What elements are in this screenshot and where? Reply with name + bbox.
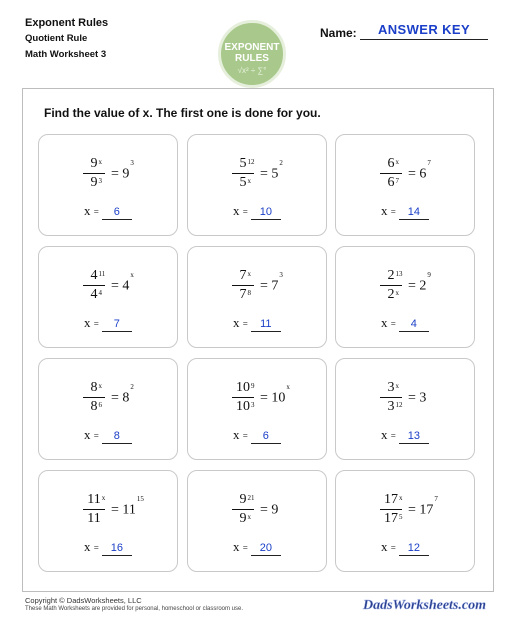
fraction: [83, 155, 105, 192]
answer-equals: =: [390, 319, 396, 329]
rhs-exponent: x: [286, 383, 290, 391]
answer-equals: =: [390, 543, 396, 553]
rhs-base: 4: [122, 278, 130, 294]
problem-card: [187, 358, 327, 460]
problem-card: [335, 470, 475, 572]
answer-value: 6: [102, 206, 132, 220]
answer-row: [233, 203, 281, 220]
denominator-exponent: 8: [247, 289, 251, 297]
answer-variable: x: [84, 427, 91, 442]
fraction: [83, 491, 105, 528]
denominator-base: 3: [387, 399, 395, 414]
numerator-exponent: x: [399, 494, 403, 502]
answer-variable: x: [381, 203, 388, 218]
denominator: [83, 510, 105, 528]
denominator: [232, 174, 254, 192]
numerator-base: 9: [90, 156, 98, 171]
problem-card: [335, 246, 475, 348]
answer-value: 14: [399, 206, 429, 220]
numerator-base: 5: [239, 156, 247, 171]
problem-card: [187, 246, 327, 348]
right-hand-side: = $9^3$: [111, 159, 134, 182]
fraction: [380, 491, 402, 528]
name-label: Name:: [320, 26, 357, 40]
fraction: [232, 267, 254, 304]
numerator-exponent: 13: [395, 270, 403, 278]
answer-key-field: ANSWER KEY: [360, 22, 488, 40]
numerator-base: 11: [87, 492, 101, 507]
answer-row: [381, 539, 429, 556]
answer-equals: =: [242, 543, 248, 553]
fraction: [232, 155, 254, 192]
numerator: [83, 379, 105, 397]
answer-variable: x: [233, 203, 240, 218]
denominator-exponent: 3: [98, 177, 102, 185]
right-hand-side: = $6^7$: [408, 159, 431, 182]
denominator-exponent: x: [247, 513, 251, 521]
logo-line-2: RULES: [235, 53, 269, 64]
denominator: [83, 174, 105, 192]
answer-variable: x: [84, 203, 91, 218]
rhs-exponent: x: [130, 271, 134, 279]
problem-card: [187, 134, 327, 236]
answer-variable: x: [233, 539, 240, 554]
numerator: [232, 379, 254, 397]
answer-equals: =: [242, 207, 248, 217]
denominator-exponent: x: [247, 177, 251, 185]
rhs-exponent: 3: [130, 159, 134, 167]
fraction: [232, 379, 254, 416]
numerator: [380, 491, 402, 509]
answer-equals: =: [242, 431, 248, 441]
numerator-exponent: 11: [98, 270, 106, 278]
rhs-exponent: 2: [279, 159, 283, 167]
answer-value: 13: [399, 430, 429, 444]
rhs-base: 17: [419, 502, 434, 518]
numerator: [83, 491, 105, 509]
answer-variable: x: [381, 539, 388, 554]
rhs-base: 11: [122, 502, 136, 518]
answer-value: 4: [399, 318, 429, 332]
answer-row: [381, 427, 429, 444]
rhs-exponent: 15: [136, 495, 144, 503]
rhs-base: 5: [271, 166, 279, 182]
rhs-exponent: 3: [279, 271, 283, 279]
brand-text: DadsWorksheets.com: [362, 598, 486, 613]
right-hand-side: = 3: [408, 390, 427, 406]
numerator-exponent: x: [395, 382, 399, 390]
denominator: [232, 286, 254, 304]
worksheet-number: Math Worksheet 3: [25, 49, 107, 60]
rhs-exponent: 7: [434, 495, 438, 503]
answer-row: [233, 315, 281, 332]
rhs-base: 8: [122, 390, 130, 406]
numerator-base: 8: [90, 380, 98, 395]
answer-equals: =: [93, 543, 99, 553]
fraction: [83, 267, 105, 304]
right-hand-side: = $17^7$: [408, 495, 438, 518]
right-hand-side: = $8^2$: [111, 383, 134, 406]
rhs-base: 6: [419, 166, 427, 182]
denominator: [380, 286, 402, 304]
denominator: [232, 398, 254, 416]
denominator: [380, 510, 402, 528]
right-hand-side: = $7^3$: [260, 271, 283, 294]
answer-equals: =: [390, 207, 396, 217]
fraction: [380, 379, 402, 416]
usage-note: These Math Worksheets are provided for personal, homeschool or classroom use.: [25, 606, 243, 612]
answer-value: 16: [102, 542, 132, 556]
problem-card: [335, 358, 475, 460]
rhs-base: 7: [271, 278, 279, 294]
problem-card: [38, 358, 178, 460]
numerator: [380, 267, 402, 285]
problem-card: [187, 470, 327, 572]
numerator-exponent: 9: [251, 382, 255, 390]
denominator-exponent: 5: [399, 513, 403, 521]
rhs-base: 10: [271, 390, 286, 406]
denominator: [232, 510, 254, 528]
numerator: [232, 491, 254, 509]
denominator-exponent: 7: [395, 177, 399, 185]
numerator-base: 3: [387, 380, 395, 395]
problem-card: [38, 470, 178, 572]
numerator-base: 4: [90, 268, 98, 283]
answer-value: 11: [251, 318, 281, 332]
answer-row: [84, 315, 132, 332]
answer-variable: x: [84, 315, 91, 330]
answer-value: 7: [102, 318, 132, 332]
rhs-exponent: 7: [427, 159, 431, 167]
rhs-base: 2: [419, 278, 427, 294]
numerator-exponent: x: [395, 158, 399, 166]
answer-row: [381, 315, 429, 332]
problem-card: [38, 134, 178, 236]
copyright-text: Copyright © DadsWorksheets, LLC: [25, 596, 142, 605]
numerator-base: 2: [387, 268, 395, 283]
denominator-base: 7: [239, 287, 247, 302]
answer-variable: x: [233, 427, 240, 442]
denominator-exponent: 3: [251, 401, 255, 409]
exponent-rules-logo: [218, 20, 286, 88]
denominator-exponent: 12: [395, 401, 403, 409]
numerator-exponent: x: [247, 270, 251, 278]
answer-row: [84, 427, 132, 444]
answer-variable: x: [233, 315, 240, 330]
fraction: [380, 267, 402, 304]
denominator-base: 11: [87, 511, 101, 526]
numerator-base: 9: [239, 492, 247, 507]
answer-row: [84, 539, 132, 556]
worksheet-title: Exponent Rules: [25, 17, 109, 29]
answer-row: [233, 539, 281, 556]
answer-row: [233, 427, 281, 444]
rhs-exponent: 2: [130, 383, 134, 391]
denominator: [83, 398, 105, 416]
right-hand-side: = $10^x$: [260, 383, 290, 406]
answer-value: 10: [251, 206, 281, 220]
logo-line-3: √x² ÷ ∑°: [237, 66, 267, 75]
problem-card: [335, 134, 475, 236]
answer-variable: x: [381, 315, 388, 330]
worksheet-subtitle: Quotient Rule: [25, 33, 88, 44]
answer-value: 6: [251, 430, 281, 444]
right-hand-side: = $4^x$: [111, 271, 134, 294]
answer-equals: =: [93, 431, 99, 441]
answer-equals: =: [390, 431, 396, 441]
numerator: [380, 155, 402, 173]
numerator-base: 17: [384, 492, 398, 507]
fraction: [83, 379, 105, 416]
answer-value: 12: [399, 542, 429, 556]
right-hand-side: = $5^2$: [260, 159, 283, 182]
answer-row: [381, 203, 429, 220]
rhs-base: 9: [271, 502, 279, 518]
rhs-base: 3: [419, 390, 427, 406]
numerator: [232, 267, 254, 285]
fraction: [380, 155, 402, 192]
numerator-exponent: x: [101, 494, 106, 502]
denominator-base: 8: [90, 399, 98, 414]
denominator-exponent: 6: [98, 401, 102, 409]
rhs-base: 9: [122, 166, 130, 182]
instructions: Find the value of x. The first one is done for you.: [44, 106, 321, 120]
worksheet-header: [25, 15, 108, 63]
rhs-exponent: 9: [427, 271, 431, 279]
numerator: [83, 155, 105, 173]
numerator-exponent: x: [98, 158, 102, 166]
denominator-base: 4: [90, 287, 98, 302]
numerator: [83, 267, 105, 285]
answer-value: 20: [251, 542, 281, 556]
denominator-base: 9: [90, 175, 98, 190]
numerator-exponent: 21: [247, 494, 255, 502]
answer-variable: x: [84, 539, 91, 554]
denominator-base: 17: [384, 511, 398, 526]
denominator-base: 6: [387, 175, 395, 190]
problem-card: [38, 246, 178, 348]
denominator: [380, 398, 402, 416]
denominator: [380, 174, 402, 192]
denominator-exponent: x: [395, 289, 399, 297]
answer-value: 8: [102, 430, 132, 444]
fraction: [232, 491, 254, 528]
numerator-base: 7: [239, 268, 247, 283]
numerator: [380, 379, 402, 397]
denominator-base: 2: [387, 287, 395, 302]
answer-variable: x: [381, 427, 388, 442]
answer-equals: =: [93, 319, 99, 329]
right-hand-side: = $11^{15}$: [111, 495, 144, 518]
logo-line-1: EXPONENT: [224, 42, 280, 53]
answer-equals: =: [242, 319, 248, 329]
numerator: [232, 155, 254, 173]
numerator-exponent: 12: [247, 158, 255, 166]
numerator-exponent: x: [98, 382, 102, 390]
answer-equals: =: [93, 207, 99, 217]
right-hand-side: = $2^9$: [408, 271, 431, 294]
answer-row: [84, 203, 132, 220]
right-hand-side: = 9: [260, 502, 279, 518]
denominator-base: 5: [239, 175, 247, 190]
denominator: [83, 286, 105, 304]
denominator-base: 10: [236, 399, 250, 414]
dadsworksheets-brand-logo: [362, 593, 488, 615]
denominator-exponent: 4: [98, 289, 102, 297]
numerator-base: 10: [236, 380, 250, 395]
denominator-base: 9: [239, 511, 247, 526]
numerator-base: 6: [387, 156, 395, 171]
